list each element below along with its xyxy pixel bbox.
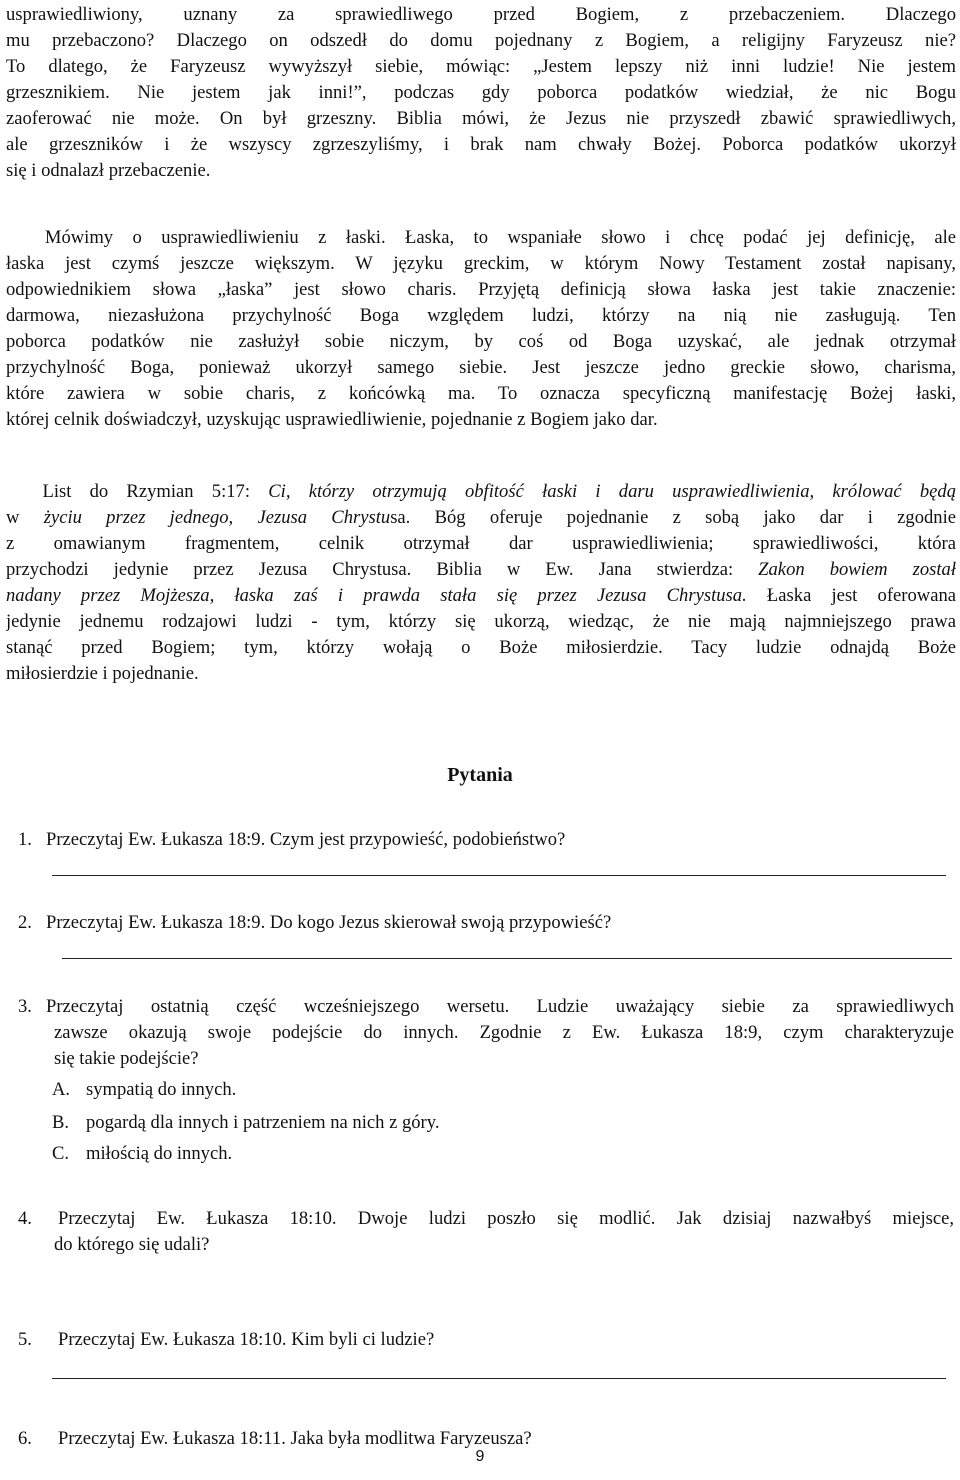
question-number: 5.: [18, 1329, 32, 1350]
text-line: grzesznikiem. Nie jestem jak inni!”, podczas gdy poborca podatków wiedział, że nic Bogu: [6, 82, 956, 103]
text-line: [6, 505, 956, 531]
text-line: To dlatego, że Faryzeusz wywyższył siebie, mówiąc: „Jestem lepszy niż inni ludzie! Nie jestem: [6, 56, 956, 77]
question-first-line: [18, 994, 958, 1020]
answer-option-c[interactable]: [52, 1141, 232, 1167]
text-span: List do Rzymian 5:17:: [6, 481, 269, 502]
question-number: 2.: [18, 912, 32, 933]
question-first-line: [18, 1206, 958, 1232]
text-span: sa. Bóg oferuje pojednanie z sobą jako dar i zgodnie: [390, 507, 956, 528]
question-3: [18, 994, 958, 1072]
question-number: 4.: [18, 1208, 32, 1229]
text-line: której celnik doświadczył, uzyskując usprawiedliwienie, pojednanie z Bogiem jako dar.: [6, 409, 658, 430]
paragraph-2: [6, 225, 956, 433]
question-text: do którego się udali?: [54, 1234, 210, 1255]
paragraph-1: [6, 2, 956, 184]
text-line: ale grzeszników i że wszyscy zgrzeszyliśmy, i brak nam chwały Bożej. Poborca podatków ukorzył: [6, 134, 956, 155]
question-text: Przeczytaj Ew. Łukasza 18:10. Dwoje ludzi poszło się modlić. Jak dzisiaj nazwałbyś miejsce,: [58, 1208, 954, 1229]
answer-option-a[interactable]: [52, 1077, 236, 1103]
option-letter: C.: [52, 1143, 70, 1164]
text-span: Łaska jest oferowana: [746, 585, 956, 606]
text-line: łaska jest czymś jeszcze większym. W języku greckim, w którym Nowy Testament został napisany,: [6, 253, 956, 274]
bible-quote: Zakon bowiem został: [758, 559, 956, 580]
text-line: Mówimy o usprawiedliwieniu z łaski. Łaska, to wspaniałe słowo i chcę podać jej definicję, ale: [6, 227, 956, 248]
question-number: 6.: [18, 1428, 32, 1449]
question-text: się takie podejście?: [54, 1048, 199, 1069]
bible-quote: Ci, którzy otrzymują obfitość łaski i daru usprawiedliwienia, królować będą: [268, 481, 956, 502]
text-span: w: [6, 507, 44, 528]
question-2: [18, 910, 958, 936]
text-line: [6, 557, 956, 583]
text-line: miłosierdzie i pojednanie.: [6, 663, 199, 684]
option-letter: B.: [52, 1112, 70, 1133]
question-5: [18, 1327, 958, 1353]
bible-quote: życiu przez jednego, Jezusa Chrystu: [43, 507, 391, 528]
text-line: usprawiedliwiony, uznany za sprawiedliwego przed Bogiem, z przebaczeniem. Dlaczego: [6, 4, 956, 25]
section-heading: Pytania: [447, 764, 513, 786]
text-line: jedynie jednemu rodzajowi ludzi - tym, którzy się ukorzą, wiedząc, że nie mają najmniejszego prawa: [6, 611, 956, 632]
text-span: przychodzi jedynie przez Jezusa Chrystusa. Biblia w Ew. Jana stwierdza:: [6, 559, 759, 580]
text-line: darmowa, niezasłużona przychylność Boga względem ludzi, którzy na nią nie zasługują. Ten: [6, 305, 956, 326]
question-text: Przeczytaj Ew. Łukasza 18:9. Do kogo Jezus skierował swoją przypowieść?: [46, 912, 612, 933]
text-line: odpowiednikiem słowa „łaska” jest słowo charis. Przyjętą definicją słowa łaska jest takie znaczenie:: [6, 279, 956, 300]
paragraph-3: [6, 479, 956, 687]
page-number: 9: [475, 1448, 485, 1465]
question-text: zawsze okazują swoje podejście do innych. Zgodnie z Ew. Łukasza 18:9, czym charakteryzuje: [54, 1022, 954, 1043]
question-4: [18, 1206, 958, 1258]
text-line: się i odnalazł przebaczenie.: [6, 160, 211, 181]
answer-line[interactable]: [52, 1378, 946, 1379]
option-letter: A.: [52, 1079, 71, 1100]
option-text: pogardą dla innych i patrzeniem na nich z góry.: [86, 1112, 440, 1133]
answer-option-b[interactable]: [52, 1110, 440, 1136]
text-line: mu przebaczono? Dlaczego on odszedł do domu pojednany z Bogiem, a religijny Faryzeusz nie?: [6, 30, 956, 51]
question-number: 3.: [18, 996, 32, 1017]
text-line: [6, 583, 956, 609]
question-text: Przeczytaj Ew. Łukasza 18:10. Kim byli ci ludzie?: [58, 1329, 435, 1350]
question-number: 1.: [18, 829, 32, 850]
question-text: Przeczytaj Ew. Łukasza 18:9. Czym jest przypowieść, podobieństwo?: [46, 829, 566, 850]
question-text: Przeczytaj Ew. Łukasza 18:11. Jaka była modlitwa Faryzeusza?: [58, 1428, 532, 1449]
option-text: sympatią do innych.: [86, 1079, 237, 1100]
text-line: [6, 479, 956, 505]
text-line: zaoferować nie może. On był grzeszny. Biblia mówi, że Jezus nie przyszedł zbawić sprawiedliwych,: [6, 108, 956, 129]
text-line: przychylność Boga, ponieważ ukorzył samego siebie. Jest jeszcze jedno greckie słowo, charisma,: [6, 357, 956, 378]
answer-line[interactable]: [62, 958, 952, 959]
question-1: [18, 827, 958, 853]
bible-quote: nadany przez Mojżesza, łaska zaś i prawda stała się przez Jezusa Chrystusa.: [6, 585, 747, 606]
text-line: stanąć przed Bogiem; tym, którzy wołają o Boże miłosierdzie. Tacy ludzie odnajdą Boże: [6, 637, 956, 658]
answer-line[interactable]: [52, 875, 946, 876]
text-line: poborca podatków nie zasłużył sobie niczym, by coś od Boga uzyskać, ale jednak otrzymał: [6, 331, 956, 352]
text-line: z omawianym fragmentem, celnik otrzymał dar usprawiedliwienia; sprawiedliwości, która: [6, 533, 956, 554]
text-line: które zawiera w sobie charis, z końcówką ma. To oznacza specyficzną manifestację Bożej łaski,: [6, 383, 956, 404]
question-text: Przeczytaj ostatnią część wcześniejszego wersetu. Ludzie uważający siebie za sprawiedliwych: [46, 996, 954, 1017]
option-text: miłością do innych.: [86, 1143, 233, 1164]
